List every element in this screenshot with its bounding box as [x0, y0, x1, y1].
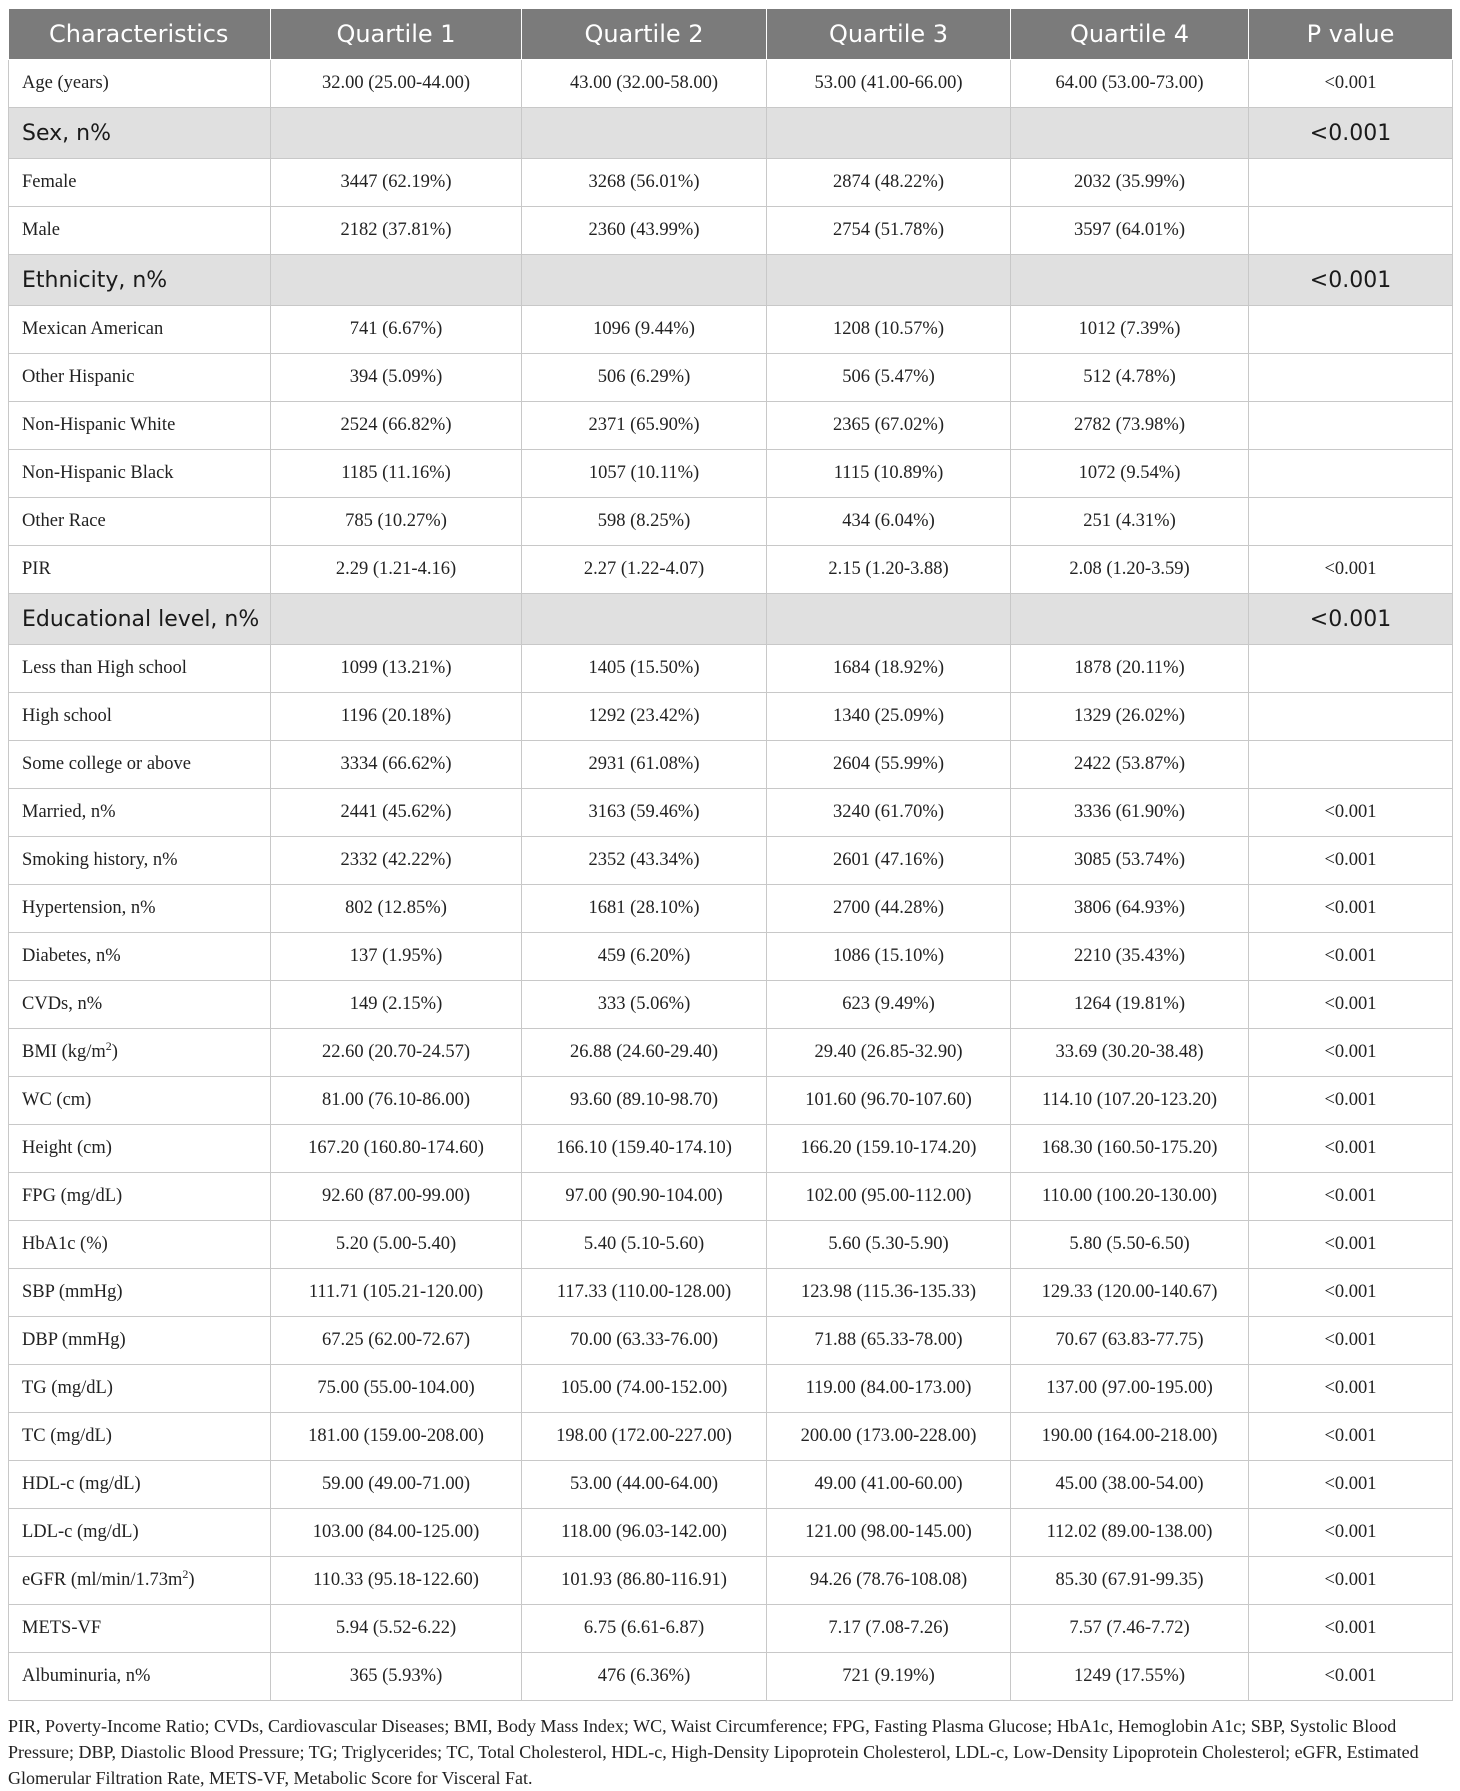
cell-quartile-1: 2182 (37.81%)	[271, 207, 522, 255]
cell-quartile-1: 2441 (45.62%)	[271, 789, 522, 837]
cell-quartile-3: 7.17 (7.08-7.26)	[767, 1605, 1011, 1653]
cell-label: Mexican American	[9, 306, 271, 354]
table-row	[9, 207, 1453, 255]
cell-quartile-4: 251 (4.31%)	[1011, 498, 1249, 546]
cell-quartile-4	[1011, 594, 1249, 645]
table-row	[9, 1269, 1453, 1317]
cell-quartile-4: 3806 (64.93%)	[1011, 885, 1249, 933]
header-quartile-2: Quartile 2	[522, 9, 767, 60]
cell-quartile-3	[767, 594, 1011, 645]
cell-quartile-3: 1340 (25.09%)	[767, 693, 1011, 741]
cell-quartile-2: 5.40 (5.10-5.60)	[522, 1221, 767, 1269]
cell-label: BMI $(kg/m^2)$	[9, 1029, 271, 1077]
cell-p-value: <0.001	[1249, 1029, 1453, 1077]
cell-quartile-3: 1684 (18.92%)	[767, 645, 1011, 693]
cell-quartile-2	[522, 108, 767, 159]
cell-p-value: <0.001	[1249, 1557, 1453, 1605]
cell-quartile-3: 123.98 (115.36-135.33)	[767, 1269, 1011, 1317]
cell-label: Educational level, n%	[9, 594, 271, 645]
cell-quartile-3: 2700 (44.28%)	[767, 885, 1011, 933]
table-row	[9, 1317, 1453, 1365]
cell-quartile-1: 59.00 (49.00-71.00)	[271, 1461, 522, 1509]
cell-quartile-1: 5.94 (5.52-6.22)	[271, 1605, 522, 1653]
header-quartile-4: Quartile 4	[1011, 9, 1249, 60]
cell-quartile-1	[271, 594, 522, 645]
table-body	[9, 60, 1453, 1701]
cell-quartile-1: 103.00 (84.00-125.00)	[271, 1509, 522, 1557]
cell-quartile-1: 137 (1.95%)	[271, 933, 522, 981]
header-p-value: P value	[1249, 9, 1453, 60]
cell-quartile-3: 2604 (55.99%)	[767, 741, 1011, 789]
cell-label: TC (mg/dL)	[9, 1413, 271, 1461]
cell-quartile-1: 3334 (66.62%)	[271, 741, 522, 789]
cell-quartile-3: 1208 (10.57%)	[767, 306, 1011, 354]
cell-quartile-4: 3597 (64.01%)	[1011, 207, 1249, 255]
cell-quartile-1: 394 (5.09%)	[271, 354, 522, 402]
cell-quartile-1	[271, 255, 522, 306]
cell-quartile-1: 149 (2.15%)	[271, 981, 522, 1029]
cell-quartile-3	[767, 255, 1011, 306]
cell-label: Albuminuria, n%	[9, 1653, 271, 1701]
cell-p-value	[1249, 207, 1453, 255]
cell-quartile-4: 112.02 (89.00-138.00)	[1011, 1509, 1249, 1557]
cell-p-value: <0.001	[1249, 546, 1453, 594]
cell-quartile-2: 198.00 (172.00-227.00)	[522, 1413, 767, 1461]
cell-quartile-3	[767, 108, 1011, 159]
cell-p-value	[1249, 693, 1453, 741]
cell-quartile-1: 802 (12.85%)	[271, 885, 522, 933]
cell-quartile-1: 92.60 (87.00-99.00)	[271, 1173, 522, 1221]
cell-quartile-1: 32.00 (25.00-44.00)	[271, 60, 522, 108]
cell-p-value: <0.001	[1249, 933, 1453, 981]
cell-quartile-3: 94.26 (78.76-108.08)	[767, 1557, 1011, 1605]
cell-label: Married, n%	[9, 789, 271, 837]
table-row	[9, 1461, 1453, 1509]
cell-quartile-4: 64.00 (53.00-73.00)	[1011, 60, 1249, 108]
cell-quartile-4: 190.00 (164.00-218.00)	[1011, 1413, 1249, 1461]
cell-quartile-2: 598 (8.25%)	[522, 498, 767, 546]
cell-quartile-1: 1196 (20.18%)	[271, 693, 522, 741]
cell-p-value: <0.001	[1249, 1509, 1453, 1557]
cell-quartile-2: 6.75 (6.61-6.87)	[522, 1605, 767, 1653]
cell-p-value: <0.001	[1249, 1653, 1453, 1701]
cell-quartile-2: 3163 (59.46%)	[522, 789, 767, 837]
table-row	[9, 1077, 1453, 1125]
cell-quartile-4: 1329 (26.02%)	[1011, 693, 1249, 741]
cell-label: HbA1c (%)	[9, 1221, 271, 1269]
table-header	[9, 9, 1453, 60]
table-row	[9, 1125, 1453, 1173]
cell-quartile-2: 70.00 (63.33-76.00)	[522, 1317, 767, 1365]
cell-quartile-3: 2754 (51.78%)	[767, 207, 1011, 255]
cell-p-value: <0.001	[1249, 1461, 1453, 1509]
cell-quartile-2: 2352 (43.34%)	[522, 837, 767, 885]
cell-quartile-2: 1405 (15.50%)	[522, 645, 767, 693]
cell-label: Non-Hispanic Black	[9, 450, 271, 498]
cell-quartile-3: 5.60 (5.30-5.90)	[767, 1221, 1011, 1269]
table-row	[9, 60, 1453, 108]
cell-quartile-1: 2332 (42.22%)	[271, 837, 522, 885]
table-row	[9, 1029, 1453, 1077]
table-row	[9, 546, 1453, 594]
cell-label: TG (mg/dL)	[9, 1365, 271, 1413]
cell-quartile-3: 1086 (15.10%)	[767, 933, 1011, 981]
cell-label: High school	[9, 693, 271, 741]
cell-quartile-3: 121.00 (98.00-145.00)	[767, 1509, 1011, 1557]
cell-quartile-1: 1185 (11.16%)	[271, 450, 522, 498]
cell-quartile-2: 43.00 (32.00-58.00)	[522, 60, 767, 108]
cell-quartile-3: 721 (9.19%)	[767, 1653, 1011, 1701]
cell-label: Other Race	[9, 498, 271, 546]
cell-label: Other Hispanic	[9, 354, 271, 402]
table-row	[9, 789, 1453, 837]
cell-quartile-4: 137.00 (97.00-195.00)	[1011, 1365, 1249, 1413]
cell-quartile-2: 1057 (10.11%)	[522, 450, 767, 498]
cell-quartile-2: 2360 (43.99%)	[522, 207, 767, 255]
cell-quartile-3: 2365 (67.02%)	[767, 402, 1011, 450]
table-row	[9, 402, 1453, 450]
cell-p-value: <0.001	[1249, 1269, 1453, 1317]
cell-quartile-4: 2210 (35.43%)	[1011, 933, 1249, 981]
cell-quartile-1: 181.00 (159.00-208.00)	[271, 1413, 522, 1461]
characteristics-table	[8, 8, 1453, 1701]
cell-label: Sex, n%	[9, 108, 271, 159]
header-quartile-1: Quartile 1	[271, 9, 522, 60]
cell-quartile-4: 5.80 (5.50-6.50)	[1011, 1221, 1249, 1269]
cell-label: WC (cm)	[9, 1077, 271, 1125]
cell-quartile-3: 1115 (10.89%)	[767, 450, 1011, 498]
cell-p-value: <0.001	[1249, 1125, 1453, 1173]
cell-p-value	[1249, 498, 1453, 546]
cell-quartile-2: 1292 (23.42%)	[522, 693, 767, 741]
table-row	[9, 498, 1453, 546]
table-row	[9, 645, 1453, 693]
cell-quartile-2: 53.00 (44.00-64.00)	[522, 1461, 767, 1509]
cell-label: Age (years)	[9, 60, 271, 108]
cell-quartile-4: 512 (4.78%)	[1011, 354, 1249, 402]
cell-quartile-1: 3447 (62.19%)	[271, 159, 522, 207]
cell-p-value: <0.001	[1249, 1221, 1453, 1269]
cell-p-value: <0.001	[1249, 1077, 1453, 1125]
table-row	[9, 159, 1453, 207]
table-row	[9, 1173, 1453, 1221]
cell-quartile-3: 49.00 (41.00-60.00)	[767, 1461, 1011, 1509]
cell-quartile-3: 623 (9.49%)	[767, 981, 1011, 1029]
cell-label: Ethnicity, n%	[9, 255, 271, 306]
section-row	[9, 255, 1453, 306]
cell-quartile-2: 2.27 (1.22-4.07)	[522, 546, 767, 594]
cell-quartile-1: 365 (5.93%)	[271, 1653, 522, 1701]
cell-quartile-3: 434 (6.04%)	[767, 498, 1011, 546]
cell-quartile-2	[522, 255, 767, 306]
cell-quartile-3: 29.40 (26.85-32.90)	[767, 1029, 1011, 1077]
table-row	[9, 693, 1453, 741]
cell-quartile-2: 166.10 (159.40-174.10)	[522, 1125, 767, 1173]
cell-quartile-1: 2.29 (1.21-4.16)	[271, 546, 522, 594]
cell-quartile-1: 75.00 (55.00-104.00)	[271, 1365, 522, 1413]
section-row	[9, 108, 1453, 159]
cell-p-value: <0.001	[1249, 60, 1453, 108]
table-row	[9, 1509, 1453, 1557]
cell-quartile-4: 2422 (53.87%)	[1011, 741, 1249, 789]
cell-quartile-1: 5.20 (5.00-5.40)	[271, 1221, 522, 1269]
cell-quartile-2: 506 (6.29%)	[522, 354, 767, 402]
cell-p-value: <0.001	[1249, 885, 1453, 933]
cell-quartile-4: 1878 (20.11%)	[1011, 645, 1249, 693]
cell-quartile-2: 93.60 (89.10-98.70)	[522, 1077, 767, 1125]
cell-quartile-3: 2874 (48.22%)	[767, 159, 1011, 207]
cell-label: Some college or above	[9, 741, 271, 789]
cell-quartile-1: 22.60 (20.70-24.57)	[271, 1029, 522, 1077]
cell-p-value: <0.001	[1249, 837, 1453, 885]
cell-quartile-1: 110.33 (95.18-122.60)	[271, 1557, 522, 1605]
cell-quartile-4: 1012 (7.39%)	[1011, 306, 1249, 354]
cell-p-value	[1249, 402, 1453, 450]
cell-quartile-4: 2782 (73.98%)	[1011, 402, 1249, 450]
cell-quartile-1: 111.71 (105.21-120.00)	[271, 1269, 522, 1317]
cell-p-value	[1249, 741, 1453, 789]
cell-quartile-2: 97.00 (90.90-104.00)	[522, 1173, 767, 1221]
table-row	[9, 1365, 1453, 1413]
table-row	[9, 885, 1453, 933]
cell-p-value: <0.001	[1249, 108, 1453, 159]
cell-quartile-2: 118.00 (96.03-142.00)	[522, 1509, 767, 1557]
header-characteristics: Characteristics	[9, 9, 271, 60]
cell-p-value: <0.001	[1249, 1365, 1453, 1413]
cell-quartile-1: 1099 (13.21%)	[271, 645, 522, 693]
table-row	[9, 1221, 1453, 1269]
table-row	[9, 354, 1453, 402]
cell-label: METS-VF	[9, 1605, 271, 1653]
cell-quartile-3: 71.88 (65.33-78.00)	[767, 1317, 1011, 1365]
cell-p-value	[1249, 159, 1453, 207]
cell-p-value	[1249, 645, 1453, 693]
cell-quartile-2: 459 (6.20%)	[522, 933, 767, 981]
cell-quartile-4: 7.57 (7.46-7.72)	[1011, 1605, 1249, 1653]
cell-quartile-4: 70.67 (63.83-77.75)	[1011, 1317, 1249, 1365]
cell-p-value	[1249, 306, 1453, 354]
cell-quartile-1: 2524 (66.82%)	[271, 402, 522, 450]
cell-p-value: <0.001	[1249, 255, 1453, 306]
cell-p-value: <0.001	[1249, 1413, 1453, 1461]
table-row	[9, 1605, 1453, 1653]
cell-quartile-2: 117.33 (110.00-128.00)	[522, 1269, 767, 1317]
cell-quartile-4	[1011, 255, 1249, 306]
cell-quartile-3: 506 (5.47%)	[767, 354, 1011, 402]
cell-quartile-4: 168.30 (160.50-175.20)	[1011, 1125, 1249, 1173]
cell-label: Smoking history, n%	[9, 837, 271, 885]
cell-quartile-3: 166.20 (159.10-174.20)	[767, 1125, 1011, 1173]
cell-p-value: <0.001	[1249, 789, 1453, 837]
table-row	[9, 306, 1453, 354]
cell-quartile-4: 3336 (61.90%)	[1011, 789, 1249, 837]
cell-quartile-2: 26.88 (24.60-29.40)	[522, 1029, 767, 1077]
cell-label: Non-Hispanic White	[9, 402, 271, 450]
table-figure	[8, 8, 1452, 1791]
cell-label: HDL-c (mg/dL)	[9, 1461, 271, 1509]
cell-quartile-2: 3268 (56.01%)	[522, 159, 767, 207]
cell-label: Hypertension, n%	[9, 885, 271, 933]
cell-quartile-1: 67.25 (62.00-72.67)	[271, 1317, 522, 1365]
cell-quartile-3: 53.00 (41.00-66.00)	[767, 60, 1011, 108]
cell-label: LDL-c (mg/dL)	[9, 1509, 271, 1557]
table-row	[9, 741, 1453, 789]
table-row	[9, 981, 1453, 1029]
cell-p-value: <0.001	[1249, 1605, 1453, 1653]
cell-quartile-3: 102.00 (95.00-112.00)	[767, 1173, 1011, 1221]
cell-label: DBP (mmHg)	[9, 1317, 271, 1365]
cell-quartile-4: 129.33 (120.00-140.67)	[1011, 1269, 1249, 1317]
cell-quartile-4: 2032 (35.99%)	[1011, 159, 1249, 207]
cell-quartile-2: 2931 (61.08%)	[522, 741, 767, 789]
cell-quartile-4	[1011, 108, 1249, 159]
cell-quartile-4: 45.00 (38.00-54.00)	[1011, 1461, 1249, 1509]
cell-quartile-2: 1681 (28.10%)	[522, 885, 767, 933]
cell-quartile-3: 101.60 (96.70-107.60)	[767, 1077, 1011, 1125]
cell-p-value	[1249, 450, 1453, 498]
cell-quartile-1	[271, 108, 522, 159]
cell-quartile-4: 3085 (53.74%)	[1011, 837, 1249, 885]
header-quartile-3: Quartile 3	[767, 9, 1011, 60]
cell-quartile-2: 476 (6.36%)	[522, 1653, 767, 1701]
cell-label: Less than High school	[9, 645, 271, 693]
cell-label: SBP (mmHg)	[9, 1269, 271, 1317]
table-row	[9, 837, 1453, 885]
cell-quartile-3: 200.00 (173.00-228.00)	[767, 1413, 1011, 1461]
table-footnote: PIR, Poverty-Income Ratio; CVDs, Cardiovascular Diseases; BMI, Body Mass Index; WC, Waist Circumference; FPG, Fasting Plasma Glucose; HbA1c, Hemoglobin A1c; SBP, Systolic Blood Pressure; DBP, Diastolic Blood Pressure; TG; Triglycerides; TC, Total Cholesterol, HDL-c, High-Density Lipoprotein Cholesterol, LDL-c, Low-Density Lipoprotein Cholesterol; eGFR, Estimated Glomerular Filtration Rate, METS-VF, Metabolic Score for Visceral Fat.	[8, 1716, 1419, 1788]
table-row	[9, 1557, 1453, 1605]
cell-quartile-1: 741 (6.67%)	[271, 306, 522, 354]
cell-p-value: <0.001	[1249, 1317, 1453, 1365]
cell-quartile-4: 1249 (17.55%)	[1011, 1653, 1249, 1701]
cell-p-value: <0.001	[1249, 981, 1453, 1029]
cell-quartile-3: 2.15 (1.20-3.88)	[767, 546, 1011, 594]
cell-quartile-3: 119.00 (84.00-173.00)	[767, 1365, 1011, 1413]
cell-label: Diabetes, n%	[9, 933, 271, 981]
cell-p-value: <0.001	[1249, 1173, 1453, 1221]
table-row	[9, 933, 1453, 981]
cell-quartile-1: 81.00 (76.10-86.00)	[271, 1077, 522, 1125]
cell-label: Female	[9, 159, 271, 207]
cell-quartile-2: 101.93 (86.80-116.91)	[522, 1557, 767, 1605]
cell-quartile-2: 333 (5.06%)	[522, 981, 767, 1029]
cell-quartile-4: 85.30 (67.91-99.35)	[1011, 1557, 1249, 1605]
cell-p-value: <0.001	[1249, 594, 1453, 645]
cell-quartile-2: 2371 (65.90%)	[522, 402, 767, 450]
header-row	[9, 9, 1453, 60]
cell-quartile-2: 105.00 (74.00-152.00)	[522, 1365, 767, 1413]
cell-p-value	[1249, 354, 1453, 402]
cell-quartile-4: 2.08 (1.20-3.59)	[1011, 546, 1249, 594]
cell-quartile-3: 3240 (61.70%)	[767, 789, 1011, 837]
table-row	[9, 1653, 1453, 1701]
cell-label: FPG (mg/dL)	[9, 1173, 271, 1221]
cell-label: Male	[9, 207, 271, 255]
section-row	[9, 594, 1453, 645]
cell-quartile-4: 1072 (9.54%)	[1011, 450, 1249, 498]
table-row	[9, 450, 1453, 498]
cell-label: CVDs, n%	[9, 981, 271, 1029]
cell-quartile-1: 785 (10.27%)	[271, 498, 522, 546]
table-row	[9, 1413, 1453, 1461]
cell-quartile-3: 2601 (47.16%)	[767, 837, 1011, 885]
cell-quartile-2: 1096 (9.44%)	[522, 306, 767, 354]
cell-quartile-4: 110.00 (100.20-130.00)	[1011, 1173, 1249, 1221]
cell-quartile-1: 167.20 (160.80-174.60)	[271, 1125, 522, 1173]
cell-label: Height (cm)	[9, 1125, 271, 1173]
cell-quartile-4: 1264 (19.81%)	[1011, 981, 1249, 1029]
cell-quartile-4: 114.10 (107.20-123.20)	[1011, 1077, 1249, 1125]
cell-quartile-2	[522, 594, 767, 645]
cell-label: PIR	[9, 546, 271, 594]
cell-label: eGFR $(ml/\min/1.73m^2)$	[9, 1557, 271, 1605]
cell-quartile-4: 33.69 (30.20-38.48)	[1011, 1029, 1249, 1077]
